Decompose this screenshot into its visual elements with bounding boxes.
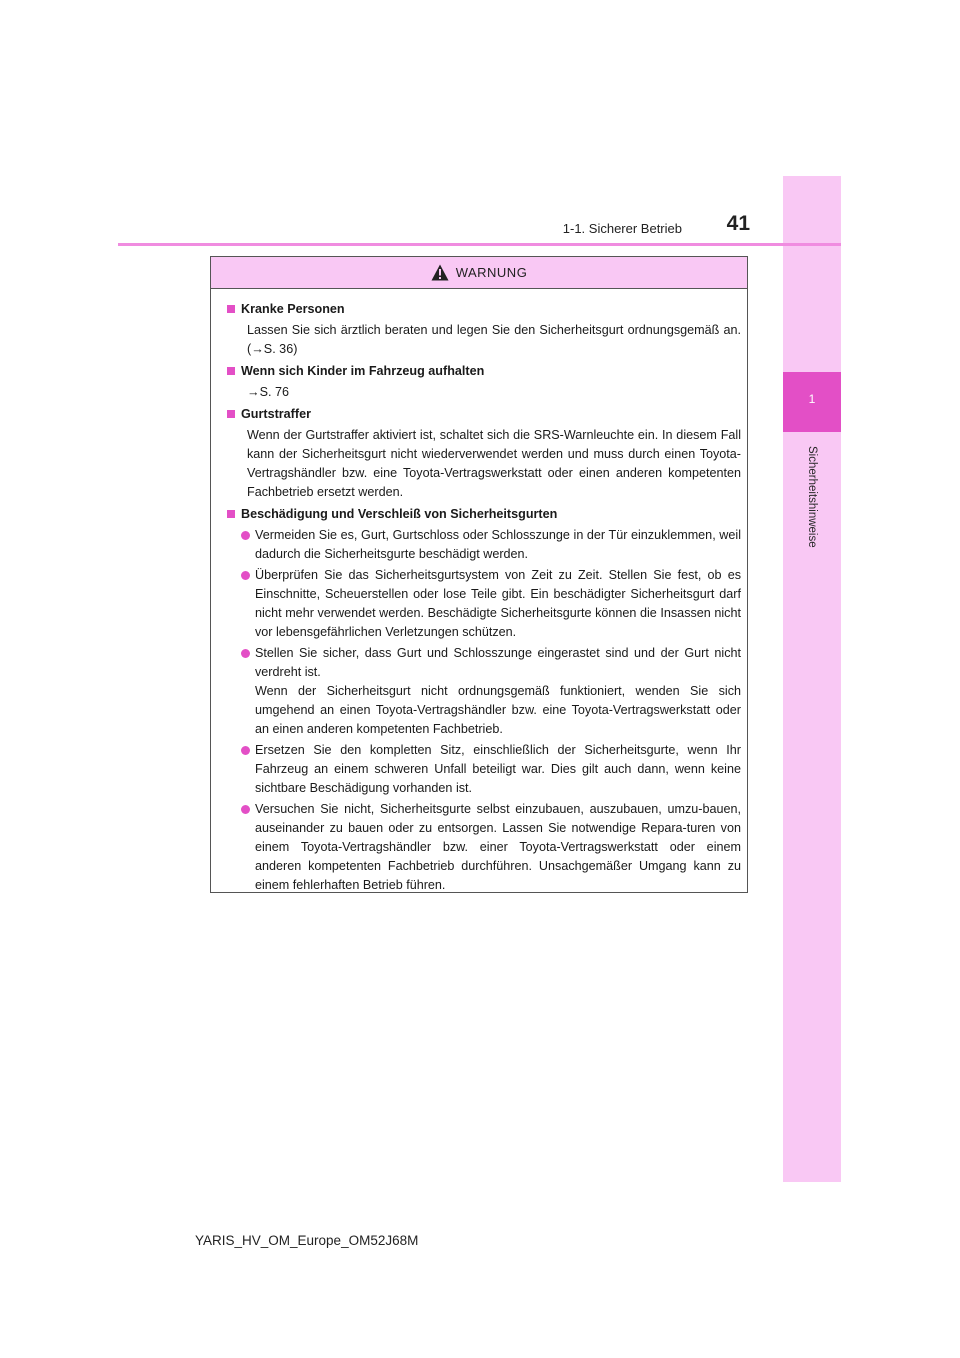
footer-doc-id: YARIS_HV_OM_Europe_OM52J68M bbox=[195, 1233, 419, 1248]
section-heading: Kranke Personen bbox=[227, 300, 741, 319]
square-bullet-icon bbox=[227, 410, 235, 418]
circle-bullet-icon bbox=[241, 649, 250, 658]
warning-header bbox=[211, 257, 747, 289]
circle-bullet-icon bbox=[241, 746, 250, 755]
section-text: Wenn der Gurtstraffer aktiviert ist, schaltet sich die SRS-Warnleuchte ein. In diesem Fall kann der Sicherheitsgurt nicht wiederverwendet werden und muss durch einen Toyota-Vertragshändler bzw. eine Toyota-Vertragswerkstatt oder einen anderen kompetenten Fachbetrieb ersetzt werden. bbox=[247, 428, 741, 499]
page-number: 41 bbox=[726, 212, 750, 235]
square-bullet-icon bbox=[227, 305, 235, 313]
header-rule bbox=[118, 243, 841, 246]
section-heading: Beschädigung und Verschleiß von Sicherheitsgurten bbox=[227, 505, 741, 524]
section-text: Lassen Sie sich ärztlich beraten und legen Sie den Sicherheitsgurt ordnungsgemäß an. (→S. 36) bbox=[247, 323, 741, 356]
warning-box bbox=[210, 256, 748, 893]
warning-triangle-icon bbox=[431, 264, 449, 281]
header-section-title: 1-1. Sicherer Betrieb bbox=[562, 221, 682, 236]
chapter-number: 1 bbox=[808, 392, 816, 406]
side-tab bbox=[783, 176, 841, 1182]
list-item: Versuchen Sie nicht, Sicherheitsgurte selbst einzubauen, auszubauen, umzu-bauen, auseinander zu bauen oder zu entsorgen. Lassen Sie notwendige Repara-turen von einem Toyota-Vertragshändler bzw. einer Toyota-Vertragswerkstatt oder einem anderen kompetenten Fachbetrieb durchführen. Unsachgemäßer Umgang kann zu einem fehlerhaften Betrieb führen. bbox=[227, 800, 741, 895]
circle-bullet-icon bbox=[241, 531, 250, 540]
circle-bullet-icon bbox=[241, 571, 250, 580]
square-bullet-icon bbox=[227, 367, 235, 375]
list-item: Vermeiden Sie es, Gurt, Gurtschloss oder Schlosszunge in der Tür einzuklemmen, weil dadurch die Sicherheitsgurte beschädigt werden. bbox=[227, 526, 741, 564]
section-heading: Wenn sich Kinder im Fahrzeug aufhalten bbox=[227, 362, 741, 381]
list-item: Überprüfen Sie das Sicherheitsgurtsystem von Zeit zu Zeit. Stellen Sie fest, ob es Einschnitte, Scheuerstellen oder lose Teile gibt. Ein beschädigter Sicherheitsgurt darf nicht mehr verwendet werden. Beschädigte Sicherheitsgurte können die Insassen nicht vor lebensgefährlichen Verletzungen schützen. bbox=[227, 566, 741, 642]
chapter-title: Sicherheitshinweise bbox=[806, 446, 818, 548]
list-item: Stellen Sie sicher, dass Gurt und Schlosszunge eingerastet sind und der Gurt nicht verdreht ist. Wenn der Sicherheitsgurt nicht ordnungsgemäß funktioniert, wenden Sie sich umgehend an einen Toyota-Vertragshändler bzw. eine Toyota-Vertragswerkstatt oder an einen anderen kompetenten Fachbetrieb. bbox=[227, 644, 741, 739]
list-item: Ersetzen Sie den kompletten Sitz, einschließlich der Sicherheitsgurte, wenn Ihr Fahrzeug an einem schweren Unfall beteiligt war. Dies gilt auch dann, wenn keine sichtbare Beschädigung vorhanden ist. bbox=[227, 741, 741, 798]
section-heading: Gurtstraffer bbox=[227, 405, 741, 424]
warning-title: WARNUNG bbox=[455, 265, 528, 280]
square-bullet-icon bbox=[227, 510, 235, 518]
circle-bullet-icon bbox=[241, 805, 250, 814]
warning-body bbox=[211, 289, 747, 895]
section-text: →S. 76 bbox=[247, 385, 289, 399]
